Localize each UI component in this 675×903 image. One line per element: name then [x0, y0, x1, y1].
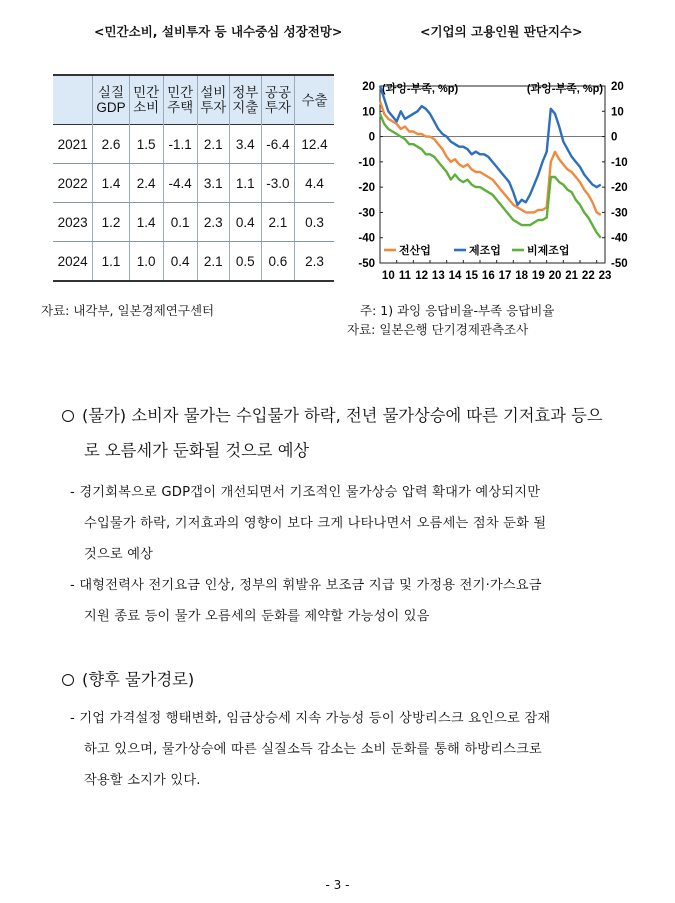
y-axis-label-right: (과잉-부족, %p) [526, 83, 603, 95]
legend-label: 전산업 [399, 244, 431, 257]
circle-bullet-icon [62, 674, 74, 686]
table-header-cell: 실질 GDP [93, 75, 129, 125]
page-number: - 3 - [325, 878, 350, 892]
x-tick-label: 21 [565, 270, 579, 282]
legend-label: 제조업 [469, 244, 501, 257]
x-tick-label: 17 [498, 270, 512, 282]
table-cell: 2.4 [129, 164, 163, 203]
table-cell: 2.6 [93, 125, 129, 164]
table-cell: -1.1 [163, 125, 197, 164]
table-cell: 4.4 [295, 164, 335, 203]
table-row [53, 125, 334, 164]
y-tick-label-left: 0 [368, 131, 375, 144]
growth-forecast-table-panel [53, 74, 334, 279]
table-cell: 1.4 [93, 164, 129, 203]
table-cell: 1.1 [229, 164, 261, 203]
bullet-electricity-line2: 지원 종료 등이 물가 오름세의 둔화를 제약할 가능성이 있음 [84, 609, 430, 624]
table-cell: -4.4 [163, 164, 197, 203]
table-header-cell: 정부 지출 [229, 75, 261, 125]
table-cell: 2.3 [295, 242, 335, 282]
table-header-cell: 수출 [295, 75, 335, 125]
y-tick-label-right: -30 [611, 207, 628, 220]
legend-label: 비제조업 [527, 244, 570, 257]
table-cell: 3.4 [229, 125, 261, 164]
table-cell: -3.0 [261, 164, 294, 203]
x-tick-label: 16 [481, 270, 495, 282]
employment-index-chart [340, 64, 640, 292]
bullet-gdp-gap-line1: - 경기회복으로 GDP갭이 개선되면서 기조적인 물가상승 압력 확대가 예상되지만 [70, 485, 541, 500]
chart-source: 자료: 일본은행 단기경제관측조사 [347, 322, 529, 337]
section-price-line1: (물가) 소비자 물가는 수입물가 하락, 전년 물가상승에 따른 기저효과 등으 [82, 406, 603, 425]
section-outlook-heading [62, 666, 194, 690]
table-cell: 0.5 [229, 242, 261, 282]
table-header-cell: 공공 투자 [261, 75, 294, 125]
circle-bullet-icon [62, 410, 74, 422]
table-cell: -6.4 [261, 125, 294, 164]
table-cell: 2.1 [197, 242, 229, 282]
y-tick-label-left: -30 [358, 207, 375, 220]
x-tick-label: 15 [465, 270, 479, 282]
table-cell: 2.1 [261, 203, 294, 242]
table-cell: 0.4 [229, 203, 261, 242]
y-tick-label-right: -10 [611, 156, 628, 169]
table-cell: 2022 [53, 164, 93, 203]
table-cell: 1.0 [129, 242, 163, 282]
y-tick-label-left: 20 [362, 81, 375, 93]
table-row [53, 242, 334, 282]
x-tick-label: 12 [415, 270, 429, 282]
y-tick-label-right: -50 [611, 258, 628, 270]
table-header-cell: 설비 투자 [197, 75, 229, 125]
chart-svg [340, 64, 640, 292]
x-tick-label: 22 [581, 270, 595, 282]
bullet-electricity-line1: - 대형전력사 전기요금 인상, 정부의 휘발유 보조금 지급 및 가정용 전기·가스요금 [70, 578, 542, 593]
x-tick-label: 23 [598, 270, 612, 282]
table-cell: 2.1 [197, 125, 229, 164]
table-cell: 0.3 [295, 203, 335, 242]
table-cell: 0.4 [163, 242, 197, 282]
x-tick-label: 20 [548, 270, 562, 282]
x-tick-label: 13 [431, 270, 445, 282]
table-cell: 1.4 [129, 203, 163, 242]
bullet-gdp-gap-line2: 수입물가 하락, 기저효과의 영향이 보다 크게 나타나면서 오름세는 점차 둔화 될 [84, 516, 547, 531]
y-tick-label-right: 20 [611, 81, 624, 93]
chart-caption: <기업의 고용인원 판단지수> [420, 24, 583, 39]
y-tick-label-left: 10 [362, 106, 375, 119]
y-tick-label-right: 10 [611, 106, 624, 119]
x-tick-label: 14 [448, 270, 462, 282]
table-cell: 2023 [53, 203, 93, 242]
y-axis-label-left: (과잉-부족, %p) [382, 83, 459, 95]
x-tick-label: 19 [531, 270, 545, 282]
y-tick-label-left: -40 [358, 232, 375, 245]
section-outlook-title: (향후 물가경로) [82, 670, 195, 689]
bullet-gdp-gap-line3: 것으로 예상 [84, 547, 154, 562]
bullet-risk-line1: - 기업 가격설정 행태변화, 임금상승세 지속 가능성 등이 상방리스크 요인으로 잠재 [70, 711, 551, 726]
y-tick-label-left: -10 [358, 156, 375, 169]
table-header-cell: 민간 주택 [163, 75, 197, 125]
table-cell: 12.4 [295, 125, 335, 164]
section-price-heading [62, 402, 603, 426]
bullet-risk-line2: 하고 있으며, 물가상승에 따른 실질소득 감소는 소비 둔화를 통해 하방리스크로 [84, 742, 542, 757]
bullet-risk-line3: 작용할 소지가 있다. [84, 773, 201, 788]
x-tick-label: 11 [398, 270, 412, 282]
section-price-line2: 로 오름세가 둔화될 것으로 예상 [84, 441, 310, 460]
table-source: 자료: 내각부, 일본경제연구센터 [41, 303, 215, 318]
growth-forecast-table [53, 74, 334, 282]
table-cell: 3.1 [197, 164, 229, 203]
x-tick-label: 10 [381, 270, 395, 282]
table-row [53, 203, 334, 242]
y-tick-label-left: -50 [358, 258, 375, 270]
table-header-cell [53, 75, 93, 125]
table-cell: 0.1 [163, 203, 197, 242]
chart-note: 주: 1) 과잉 응답비율-부족 응답비율 [360, 303, 555, 318]
y-tick-label-left: -20 [358, 182, 375, 195]
table-row [53, 164, 334, 203]
table-header-cell: 민간 소비 [129, 75, 163, 125]
table-cell: 2024 [53, 242, 93, 282]
table-cell: 1.1 [93, 242, 129, 282]
table-caption: <민간소비, 설비투자 등 내수중심 성장전망> [94, 24, 343, 39]
x-tick-label: 18 [515, 270, 529, 282]
table-cell: 1.2 [93, 203, 129, 242]
y-tick-label-right: -40 [611, 232, 628, 245]
table-cell: 0.6 [261, 242, 294, 282]
table-cell: 1.5 [129, 125, 163, 164]
y-tick-label-right: 0 [611, 131, 618, 144]
y-tick-label-right: -20 [611, 182, 628, 195]
table-cell: 2021 [53, 125, 93, 164]
table-cell: 2.3 [197, 203, 229, 242]
